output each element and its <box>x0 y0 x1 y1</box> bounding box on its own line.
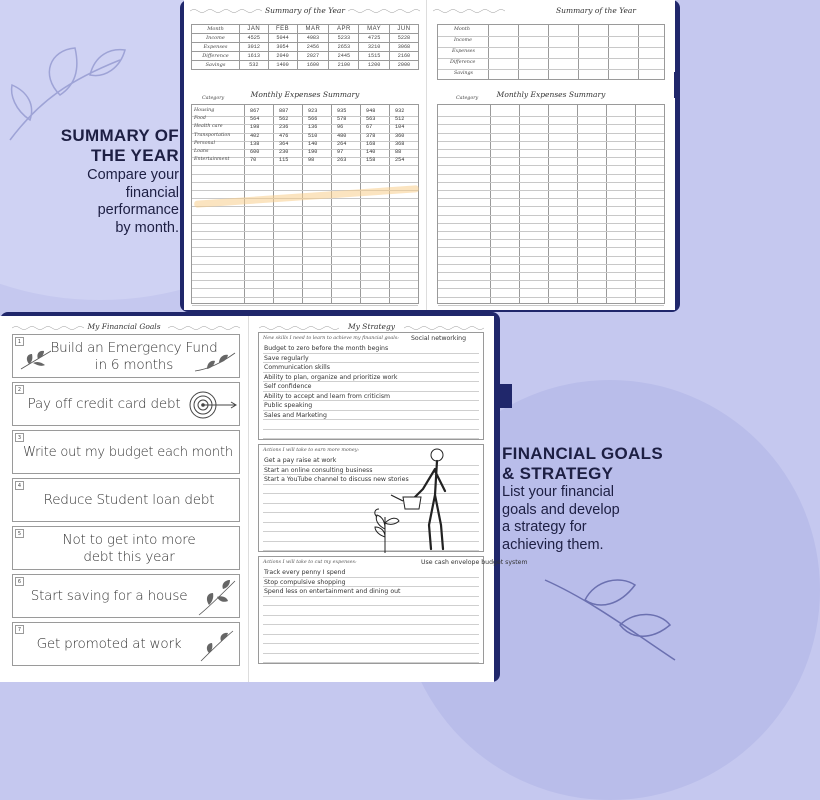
strategy-entry: Use cash envelope budget system <box>421 559 528 566</box>
column-divider <box>360 105 361 303</box>
strategy-entry: Self confidence <box>264 383 312 390</box>
row-divider <box>438 174 664 175</box>
column-divider <box>548 105 549 303</box>
row-divider <box>192 116 418 117</box>
callout-line: financial <box>125 184 179 201</box>
strategy-entry: Stop compulsive shopping <box>264 578 346 586</box>
row-divider <box>192 231 418 232</box>
row-label: Income <box>192 34 240 43</box>
column-divider <box>608 25 609 79</box>
goal-item <box>12 526 240 570</box>
expense-value: 168 <box>366 140 376 147</box>
column-divider <box>490 105 491 303</box>
callout-line: goals and develop <box>502 501 620 518</box>
row-divider <box>192 223 418 224</box>
row-label: Income <box>454 38 472 43</box>
row-divider <box>438 116 664 117</box>
table-row <box>192 52 419 61</box>
row-divider <box>438 141 664 142</box>
row-divider <box>192 206 418 207</box>
category-name: Food <box>194 116 206 122</box>
strategy-entry: Start an online consulting business <box>264 466 373 474</box>
table-cell: 4725 <box>359 34 389 43</box>
category-label: Category <box>202 96 225 101</box>
column-divider <box>331 105 332 303</box>
goal-line: debt this year <box>83 549 175 565</box>
callout-line: by month. <box>115 219 179 236</box>
table-row <box>192 34 419 43</box>
earn-prompt: Actions I will take to earn more money: <box>263 448 360 453</box>
expense-value: 230 <box>279 149 289 155</box>
expense-value: 97 <box>337 149 344 155</box>
month-header: APR <box>329 25 359 34</box>
expense-value: 476 <box>279 132 289 139</box>
right-expenses-table <box>437 96 665 304</box>
row-divider <box>438 256 664 257</box>
expense-value: 867 <box>250 108 260 114</box>
row-label: Difference <box>450 60 476 65</box>
row-divider <box>192 280 418 281</box>
skills-box <box>258 332 484 440</box>
row-divider <box>438 165 664 166</box>
row-divider <box>438 297 664 298</box>
callout-line: FINANCIAL GOALS <box>502 444 663 463</box>
writing-line <box>263 643 479 644</box>
leaf-icon <box>195 577 239 617</box>
goal-text <box>19 636 199 653</box>
strategy-entry: Get a pay raise at work <box>264 457 337 464</box>
row-divider <box>192 272 418 273</box>
goal-number: 1 <box>15 337 24 346</box>
summary-title: Summary of the Year <box>264 6 345 15</box>
row-divider <box>438 190 664 191</box>
summary-right-page <box>427 0 675 310</box>
expense-value: 88 <box>395 149 402 155</box>
callout-line: THE YEAR <box>90 146 179 165</box>
leaf-illustration <box>540 560 680 670</box>
row-divider <box>192 141 418 142</box>
table-cell: 1515 <box>359 52 389 61</box>
row-divider <box>192 288 418 289</box>
leaf-icon <box>197 627 237 663</box>
expense-value: 254 <box>395 157 405 164</box>
table-cell: 5228 <box>389 34 418 43</box>
table-cell: 4983 <box>297 34 329 43</box>
expense-value: 104 <box>395 124 405 131</box>
writing-line <box>263 586 479 587</box>
goal-line: Get promoted at work <box>36 636 182 652</box>
writing-line <box>263 410 479 411</box>
skills-prompt: New skills I need to learn to achieve my financial goals: <box>263 336 399 341</box>
strategy-entry: Track every penny I spend <box>264 569 346 576</box>
expense-value: 96 <box>337 124 344 131</box>
column-divider <box>273 105 274 303</box>
callout-line: Compare your <box>87 167 179 183</box>
goal-text <box>19 444 237 461</box>
column-divider <box>578 25 579 79</box>
strategy-entry: Public speaking <box>264 402 313 409</box>
row-label: Savings <box>454 71 474 76</box>
goal-item <box>12 382 240 426</box>
row-divider <box>192 174 418 175</box>
row-divider <box>438 223 664 224</box>
row-divider <box>192 124 418 125</box>
table-cell: 3054 <box>268 43 297 52</box>
expense-value: 578 <box>337 116 347 123</box>
expense-value: 512 <box>395 116 405 123</box>
summary-callout-title <box>0 126 179 166</box>
strategy-entry: Spend less on entertainment and dining out <box>264 588 401 595</box>
goal-item <box>12 430 240 474</box>
callout-line: & STRATEGY <box>502 464 614 483</box>
row-divider <box>438 69 664 70</box>
target-icon <box>185 388 239 422</box>
expense-prompt: Actions I will take to cut my expenses: <box>263 560 357 565</box>
expense-value: 563 <box>366 116 376 123</box>
table-cell: 3068 <box>389 43 418 52</box>
goal-number: 7 <box>15 625 24 634</box>
row-divider <box>438 182 664 183</box>
writing-line <box>263 596 479 597</box>
strategy-entry: Communication skills <box>264 364 330 371</box>
table-cell: 5044 <box>268 34 297 43</box>
writing-line <box>263 615 479 616</box>
writing-line <box>263 438 479 439</box>
row-divider <box>438 157 664 158</box>
column-divider <box>548 25 549 79</box>
goal-text <box>19 396 189 413</box>
row-divider <box>438 198 664 199</box>
month-header: FEB <box>268 25 297 34</box>
callout-line: performance <box>97 202 179 218</box>
writing-line <box>263 429 479 430</box>
expense-value: 264 <box>337 140 347 147</box>
writing-line <box>263 624 479 625</box>
writing-line <box>263 362 479 363</box>
row-divider <box>192 182 418 183</box>
category-name: Personal <box>194 140 215 146</box>
callout-line: a strategy for <box>502 519 587 535</box>
table-cell: 2000 <box>389 61 418 70</box>
category-name: Loans <box>194 149 209 154</box>
goal-text <box>29 532 229 566</box>
goal-number: 2 <box>15 385 24 394</box>
summary-notebook <box>180 0 680 312</box>
row-divider <box>438 47 664 48</box>
writing-line <box>263 662 479 663</box>
row-divider <box>438 58 664 59</box>
table-cell: 2653 <box>329 43 359 52</box>
row-divider <box>438 305 664 306</box>
row-divider <box>192 305 418 306</box>
expense-value: 158 <box>366 157 376 164</box>
table-cell: 532 <box>240 61 269 70</box>
goals-page <box>0 316 248 682</box>
table-row <box>192 25 419 34</box>
row-divider <box>192 256 418 257</box>
writing-line <box>263 634 479 635</box>
writing-line <box>263 419 479 420</box>
column-divider <box>635 105 636 303</box>
goal-number: 6 <box>15 577 24 586</box>
expense-value: 138 <box>250 140 260 147</box>
table-cell: 1200 <box>359 61 389 70</box>
expense-value: 948 <box>366 108 376 114</box>
expense-value: 198 <box>250 124 260 131</box>
row-label: Expenses <box>192 43 240 52</box>
row-divider <box>438 231 664 232</box>
writing-line <box>263 372 479 373</box>
writing-line <box>263 353 479 354</box>
callout-line: SUMMARY OF <box>60 126 179 145</box>
column-divider <box>389 105 390 303</box>
summary-callout-body <box>0 167 179 237</box>
table-cell: 1400 <box>268 61 297 70</box>
writing-line <box>263 381 479 382</box>
category-label: Category <box>456 96 479 101</box>
goal-item <box>12 478 240 522</box>
summary-right-title: Summary of the Year <box>555 6 636 15</box>
expense-value: 136 <box>308 124 318 131</box>
goal-text <box>29 492 229 509</box>
expense-value: 935 <box>337 108 347 114</box>
right-expenses-title: Monthly Expenses Summary <box>496 90 606 99</box>
leaf-icon <box>19 349 53 371</box>
strategy-entry: Budget to zero before the month begins <box>264 345 389 352</box>
writing-line <box>263 605 479 606</box>
row-label: Difference <box>192 52 240 61</box>
bookmark-ribbon <box>674 72 679 98</box>
row-divider <box>438 124 664 125</box>
expense-value: 932 <box>395 108 405 114</box>
strategy-title: My Strategy <box>348 322 395 331</box>
month-header: JAN <box>240 25 269 34</box>
category-name: Health care <box>194 124 223 130</box>
category-name: Housing <box>194 108 215 113</box>
row-divider <box>192 297 418 298</box>
table-cell: 2445 <box>329 52 359 61</box>
month-label: Month <box>192 25 240 34</box>
expense-value: 364 <box>279 140 289 147</box>
column-divider <box>577 105 578 303</box>
expense-value: 887 <box>279 108 289 114</box>
row-divider <box>192 264 418 265</box>
column-divider <box>606 105 607 303</box>
goals-callout-title <box>502 444 679 484</box>
row-divider <box>192 247 418 248</box>
goals-title: My Financial Goals <box>87 322 161 331</box>
row-divider <box>438 280 664 281</box>
strategy-entry: Ability to plan, organize and prioritize work <box>264 373 398 381</box>
table-row <box>192 61 419 70</box>
expense-value: 564 <box>250 116 260 123</box>
goal-line: Pay off credit card debt <box>27 396 181 412</box>
goals-callout-body <box>502 484 679 554</box>
strategy-entry: Social networking <box>411 335 467 342</box>
expense-value: 98 <box>308 157 315 164</box>
expense-box <box>258 556 528 664</box>
row-divider <box>438 247 664 248</box>
goal-line: Build an Emergency Fund <box>50 340 218 356</box>
strategy-entry: Save regularly <box>264 354 309 362</box>
goal-line: Not to get into more <box>62 532 196 548</box>
gardener-illustration <box>367 445 467 553</box>
column-divider <box>519 105 520 303</box>
writing-line <box>263 653 479 654</box>
expense-value: 923 <box>308 108 318 114</box>
writing-line <box>263 400 479 401</box>
strategy-entry: Start a YouTube channel to discuss new stories <box>264 476 409 483</box>
row-divider <box>192 149 418 150</box>
writing-line <box>263 577 479 578</box>
column-divider <box>302 105 303 303</box>
callout-line: List your financial <box>502 484 615 500</box>
table-cell: 4525 <box>240 34 269 43</box>
goal-number: 5 <box>15 529 24 538</box>
row-divider <box>192 165 418 166</box>
table-cell: 2456 <box>297 43 329 52</box>
expense-value: 360 <box>395 132 405 139</box>
row-divider <box>438 264 664 265</box>
strategy-entry: Sales and Marketing <box>264 411 327 419</box>
earn-box <box>258 444 484 552</box>
row-divider <box>438 288 664 289</box>
row-divider <box>438 36 664 37</box>
table-cell: 2100 <box>329 61 359 70</box>
expense-value: 562 <box>279 116 289 123</box>
column-divider <box>638 25 639 79</box>
expense-value: 190 <box>308 149 318 155</box>
expense-value: 140 <box>366 149 376 155</box>
strategy-entry: Ability to accept and learn from criticism <box>264 392 391 400</box>
table-row <box>192 43 419 52</box>
goal-item <box>12 334 240 378</box>
writing-line <box>263 391 479 392</box>
expense-value: 67 <box>366 124 373 131</box>
expense-value: 263 <box>337 157 347 164</box>
row-divider <box>438 215 664 216</box>
goal-line: Reduce Student loan debt <box>43 492 215 508</box>
summary-table <box>191 24 419 70</box>
expense-value: 378 <box>366 132 376 139</box>
goal-item <box>12 574 240 618</box>
goal-text <box>19 588 199 605</box>
expense-value: 236 <box>279 124 289 131</box>
month-header: MAY <box>359 25 389 34</box>
expense-value: 510 <box>308 132 318 139</box>
expense-value: 70 <box>250 157 257 164</box>
row-divider <box>192 215 418 216</box>
table-cell: 2160 <box>389 52 418 61</box>
row-divider <box>438 206 664 207</box>
table-cell: 1613 <box>240 52 269 61</box>
expense-value: 600 <box>250 149 260 155</box>
expense-value: 368 <box>395 140 405 147</box>
row-divider <box>438 149 664 150</box>
table-cell: 5233 <box>329 34 359 43</box>
row-divider <box>438 239 664 240</box>
row-label: Savings <box>192 61 240 70</box>
row-label: Month <box>454 27 470 32</box>
leaf-icon <box>193 349 237 375</box>
row-divider <box>438 272 664 273</box>
table-cell: 1600 <box>297 61 329 70</box>
category-name: Entertainment <box>194 157 230 163</box>
category-name: Transportation <box>194 132 231 138</box>
table-cell: 2027 <box>297 52 329 61</box>
goal-line: Write out my budget each month <box>23 445 233 460</box>
goal-item <box>12 622 240 666</box>
row-label: Expenses <box>452 49 475 54</box>
expenses-title: Monthly Expenses Summary <box>250 90 360 99</box>
month-header: MAR <box>297 25 329 34</box>
table-cell: 3210 <box>359 43 389 52</box>
expense-value: 115 <box>279 157 289 164</box>
expense-value: 140 <box>308 140 318 147</box>
summary-left-page <box>184 0 426 310</box>
row-divider <box>438 133 664 134</box>
callout-line: achieving them. <box>502 536 604 553</box>
summary-right-table <box>437 24 665 80</box>
expense-value: 402 <box>250 132 260 139</box>
table-cell: 3012 <box>240 43 269 52</box>
month-header: JUN <box>389 25 418 34</box>
goal-number: 4 <box>15 481 24 490</box>
row-divider <box>192 239 418 240</box>
expense-value: 480 <box>337 132 347 139</box>
table-cell: 2040 <box>268 52 297 61</box>
column-divider <box>518 25 519 79</box>
column-divider <box>488 25 489 79</box>
goal-line: in 6 months <box>94 357 174 373</box>
title-ornament <box>433 8 513 14</box>
expense-value: 566 <box>308 116 318 123</box>
goal-line: Start saving for a house <box>30 588 188 604</box>
goal-number: 3 <box>15 433 24 442</box>
